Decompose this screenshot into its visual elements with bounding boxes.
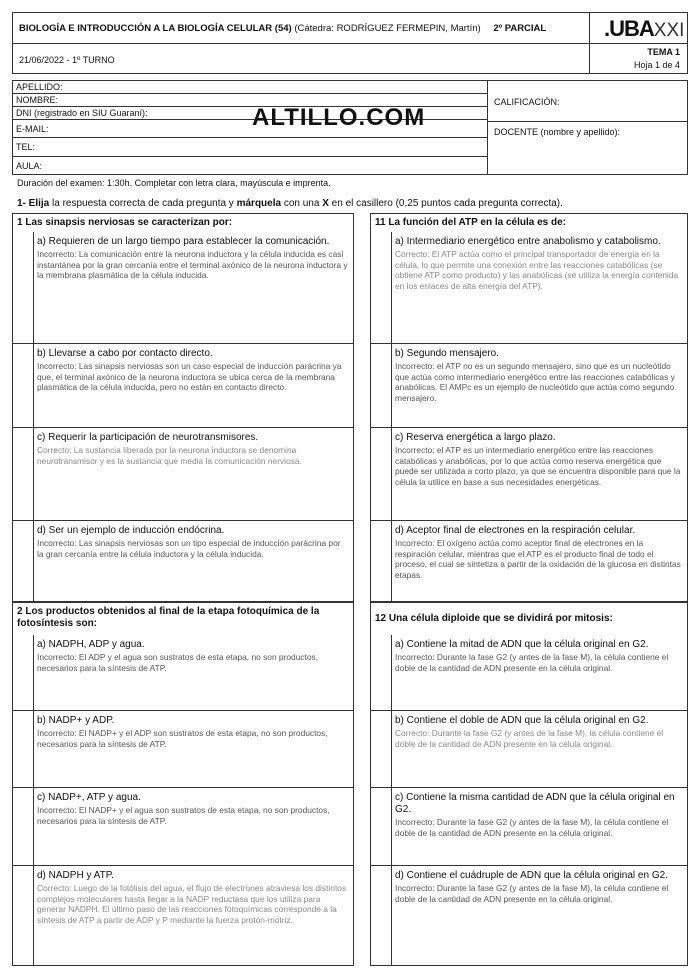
uba-logo: .UBAXXI [604, 16, 685, 41]
logo-box [589, 12, 688, 44]
question-title: 11 La función del ATP en la célula es de: [375, 217, 566, 228]
parcial-label: 2º PARCIAL [493, 23, 547, 34]
instruction-num: 1- [17, 198, 29, 209]
option-11d[interactable]: d) Aceptor final de electrones en la respiración celular. Incorrecto: El oxígeno actúa como aceptor final de electrones en la respiración celular, mientras que el ATP es el producto final de todo el proceso, el cual se sintetiza a partir de la oxidación de la glucosa en distintas etapas. [371, 520, 687, 602]
field-apellido[interactable]: APELLIDO: [13, 81, 487, 94]
date-turno: 21/06/2022 - 1º TURNO [19, 55, 115, 65]
option-11b[interactable]: b) Segundo mensajero. Incorrecto: el ATP no es un segundo mensajero, sino que es un nucleótido que actúa como intermediario energético entre las reacciones catabólicas y anabólicas. El AMPc es un ejemplo de nucleótido que actúa como segundo mensajero. [371, 343, 687, 427]
option-1b[interactable]: b) Llevarse a cabo por contacto directo. Incorrecto: Las sinapsis nerviosas son un caso especial de inducción parácrina ya que, el terminal axónico de la neurona inductora se ubica cerca de la membrana plasmática de la célula inducida, pero no están en contacto directo. [13, 343, 353, 427]
answer-checkbox[interactable] [371, 521, 392, 602]
option-1a[interactable]: a) Requieren de un largo tiempo para establecer la comunicación. Incorrecto: La comunicación entre la neurona inductora y la célula inducida es casi instantánea por la gran cercanía entre el terminal axónico de la neurona inductora y la membrana plasmática de la célula inducida. [13, 232, 353, 343]
grading-box [487, 80, 688, 175]
field-nombre[interactable]: NOMBRE: [13, 94, 487, 107]
answer-checkbox[interactable] [13, 344, 34, 427]
option-1c[interactable]: c) Requerir la participación de neurotransmisores. Correcto: La sustancia liberada por la neurona inductora se denomina neurotransmisor y es la sustancia que media la comunicación nerviosa. [13, 427, 353, 520]
answer-checkbox[interactable] [371, 635, 392, 710]
answer-checkbox[interactable] [13, 232, 34, 343]
header-title-box [12, 12, 590, 44]
option-1d[interactable]: d) Ser un ejemplo de inducción endócrina. Incorrecto: Las sinapsis nerviosas son un tipo especial de inducción parácrina por la gran cercanía entre la célula inductora y la célula inducida. [13, 520, 353, 602]
answer-checkbox[interactable] [371, 428, 392, 520]
question-title: 2 Los productos obtenidos al final de la etapa fotoquímica de la fotosíntesis son: [17, 606, 320, 629]
question-12 [370, 602, 688, 966]
question-2 [12, 602, 354, 966]
field-aula[interactable]: AULA: [13, 157, 487, 175]
watermark-text: ALTILLO.COM [252, 104, 426, 131]
calificacion-cell[interactable] [488, 81, 687, 122]
option-12a[interactable]: a) Contiene la mitad de ADN que la célula original en G2. Incorrecto: Durante la fase G2 (y antes de la fase M), la célula contiene el doble de la cantidad de ADN presente en la célula original. [371, 635, 687, 710]
option-11c[interactable]: c) Reserva energética a largo plazo. Incorrecto: el ATP es un intermediario energético entre las reacciones catabólicas y anabólicas, por lo que actúa como reserva energética que puede ser utilizada a corto plazo, ya que se encuentra disponible para que la célula la utilice en base a sus necesidades energéticas. [371, 427, 687, 520]
instruction-w1: Elija [28, 198, 50, 209]
tema-box [589, 43, 688, 74]
option-12b[interactable]: b) Contiene el doble de ADN que la célula original en G2. Correcto: Durante la fase G2 (y antes de la fase M), la célula contiene el doble de la cantidad de ADN presente en la célula original. [371, 710, 687, 787]
hoja-label: Hoja 1 de 4 [633, 60, 680, 70]
field-email[interactable]: E-MAIL: [13, 120, 487, 138]
instruction: 1- Elija la respuesta correcta de cada pregunta y márquela con una X en el casillero (0,25 puntos cada pregunta correcta). [17, 198, 563, 209]
question-title: 12 Una célula diploide que se dividirá por mitosis: [375, 613, 613, 624]
catedra: (Cátedra: RODRÍGUEZ FERMEPIN, Martín) [294, 23, 481, 34]
answer-checkbox[interactable] [13, 711, 34, 787]
option-2b[interactable]: b) NADP+ y ADP. Incorrecto: El NADP+ y el ADP son sustratos de esta etapa, no son productos, necesarios para la síntesis de ATP. [13, 710, 353, 787]
answer-checkbox[interactable] [371, 866, 392, 966]
option-11a[interactable]: a) Intermediario energético entre anabolismo y catabolismo. Correcto: El ATP actúa como el principal transportador de energía en la célula, lo que permite una conexión entre las reacciones catabólicas (se obtiene ATP como producto) y las anabólicas (se utiliza la energía contenida en los enlaces de alta energía del ATP). [371, 232, 687, 343]
answer-checkbox[interactable] [371, 344, 392, 427]
answer-checkbox[interactable] [13, 866, 34, 966]
answer-checkbox[interactable] [13, 428, 34, 520]
calificacion-label: CALIFICACIÓN: [494, 97, 560, 107]
date-box [12, 43, 590, 74]
field-dni[interactable]: DNI (registrado en SIU Guaraní): [13, 107, 487, 120]
option-2c[interactable]: c) NADP+, ATP y agua. Incorrecto: El NADP+ y el agua son sustratos de esta etapa, no son productos, necesarios para la síntesis de ATP. [13, 787, 353, 865]
answer-checkbox[interactable] [13, 788, 34, 865]
answer-checkbox[interactable] [371, 788, 392, 865]
question-1 [12, 213, 354, 602]
tema-label: TEMA 1 [647, 47, 680, 57]
question-title: 1 Las sinapsis nerviosas se caracterizan por: [17, 217, 233, 228]
answer-checkbox[interactable] [13, 521, 34, 602]
answer-checkbox[interactable] [13, 635, 34, 710]
answer-checkbox[interactable] [371, 711, 392, 787]
option-12c[interactable]: c) Contiene la misma cantidad de ADN que la célula original en G2. Incorrecto: Durante la fase G2 (y antes de la fase M), la célula contiene el doble de la cantidad de ADN presente en la célula original. [371, 787, 687, 865]
question-11 [370, 213, 688, 602]
option-12d[interactable]: d) Contiene el cuádruple de ADN que la célula original en G2. Incorrecto: Durante la fase G2 (y antes de la fase M), la célula contiene el doble de la cantidad de ADN presente en la célula original. [371, 865, 687, 966]
docente-label: DOCENTE (nombre y apellido): [494, 127, 621, 137]
option-2d[interactable]: d) NADPH y ATP. Correcto: Luego de la fotólisis del agua, el flujo de electrones atraviesa los distintos complejos moleculares hasta llegar a la NADP reductasa que los utiliza para generar NADPH. El último paso de las reacciones fotoquímicas corresponde a la síntesis de ATP a partir de ADP y P mediante la fuerza protón-motriz. [13, 865, 353, 966]
option-2a[interactable]: a) NADPH, ADP y agua. Incorrecto: El ADP y el agua son sustratos de esta etapa, no son productos, necesarios para la síntesis de ATP. [13, 635, 353, 710]
course-title: BIOLOGÍA E INTRODUCCIÓN A LA BIOLOGÍA CELULAR (54) [19, 23, 292, 34]
duration-note: Duración del examen: 1:30h. Completar con letra clara, mayúscula e imprenta. [17, 178, 331, 188]
answer-checkbox[interactable] [371, 232, 392, 343]
field-tel[interactable]: TEL: [13, 138, 487, 157]
header-title-line [19, 23, 546, 34]
